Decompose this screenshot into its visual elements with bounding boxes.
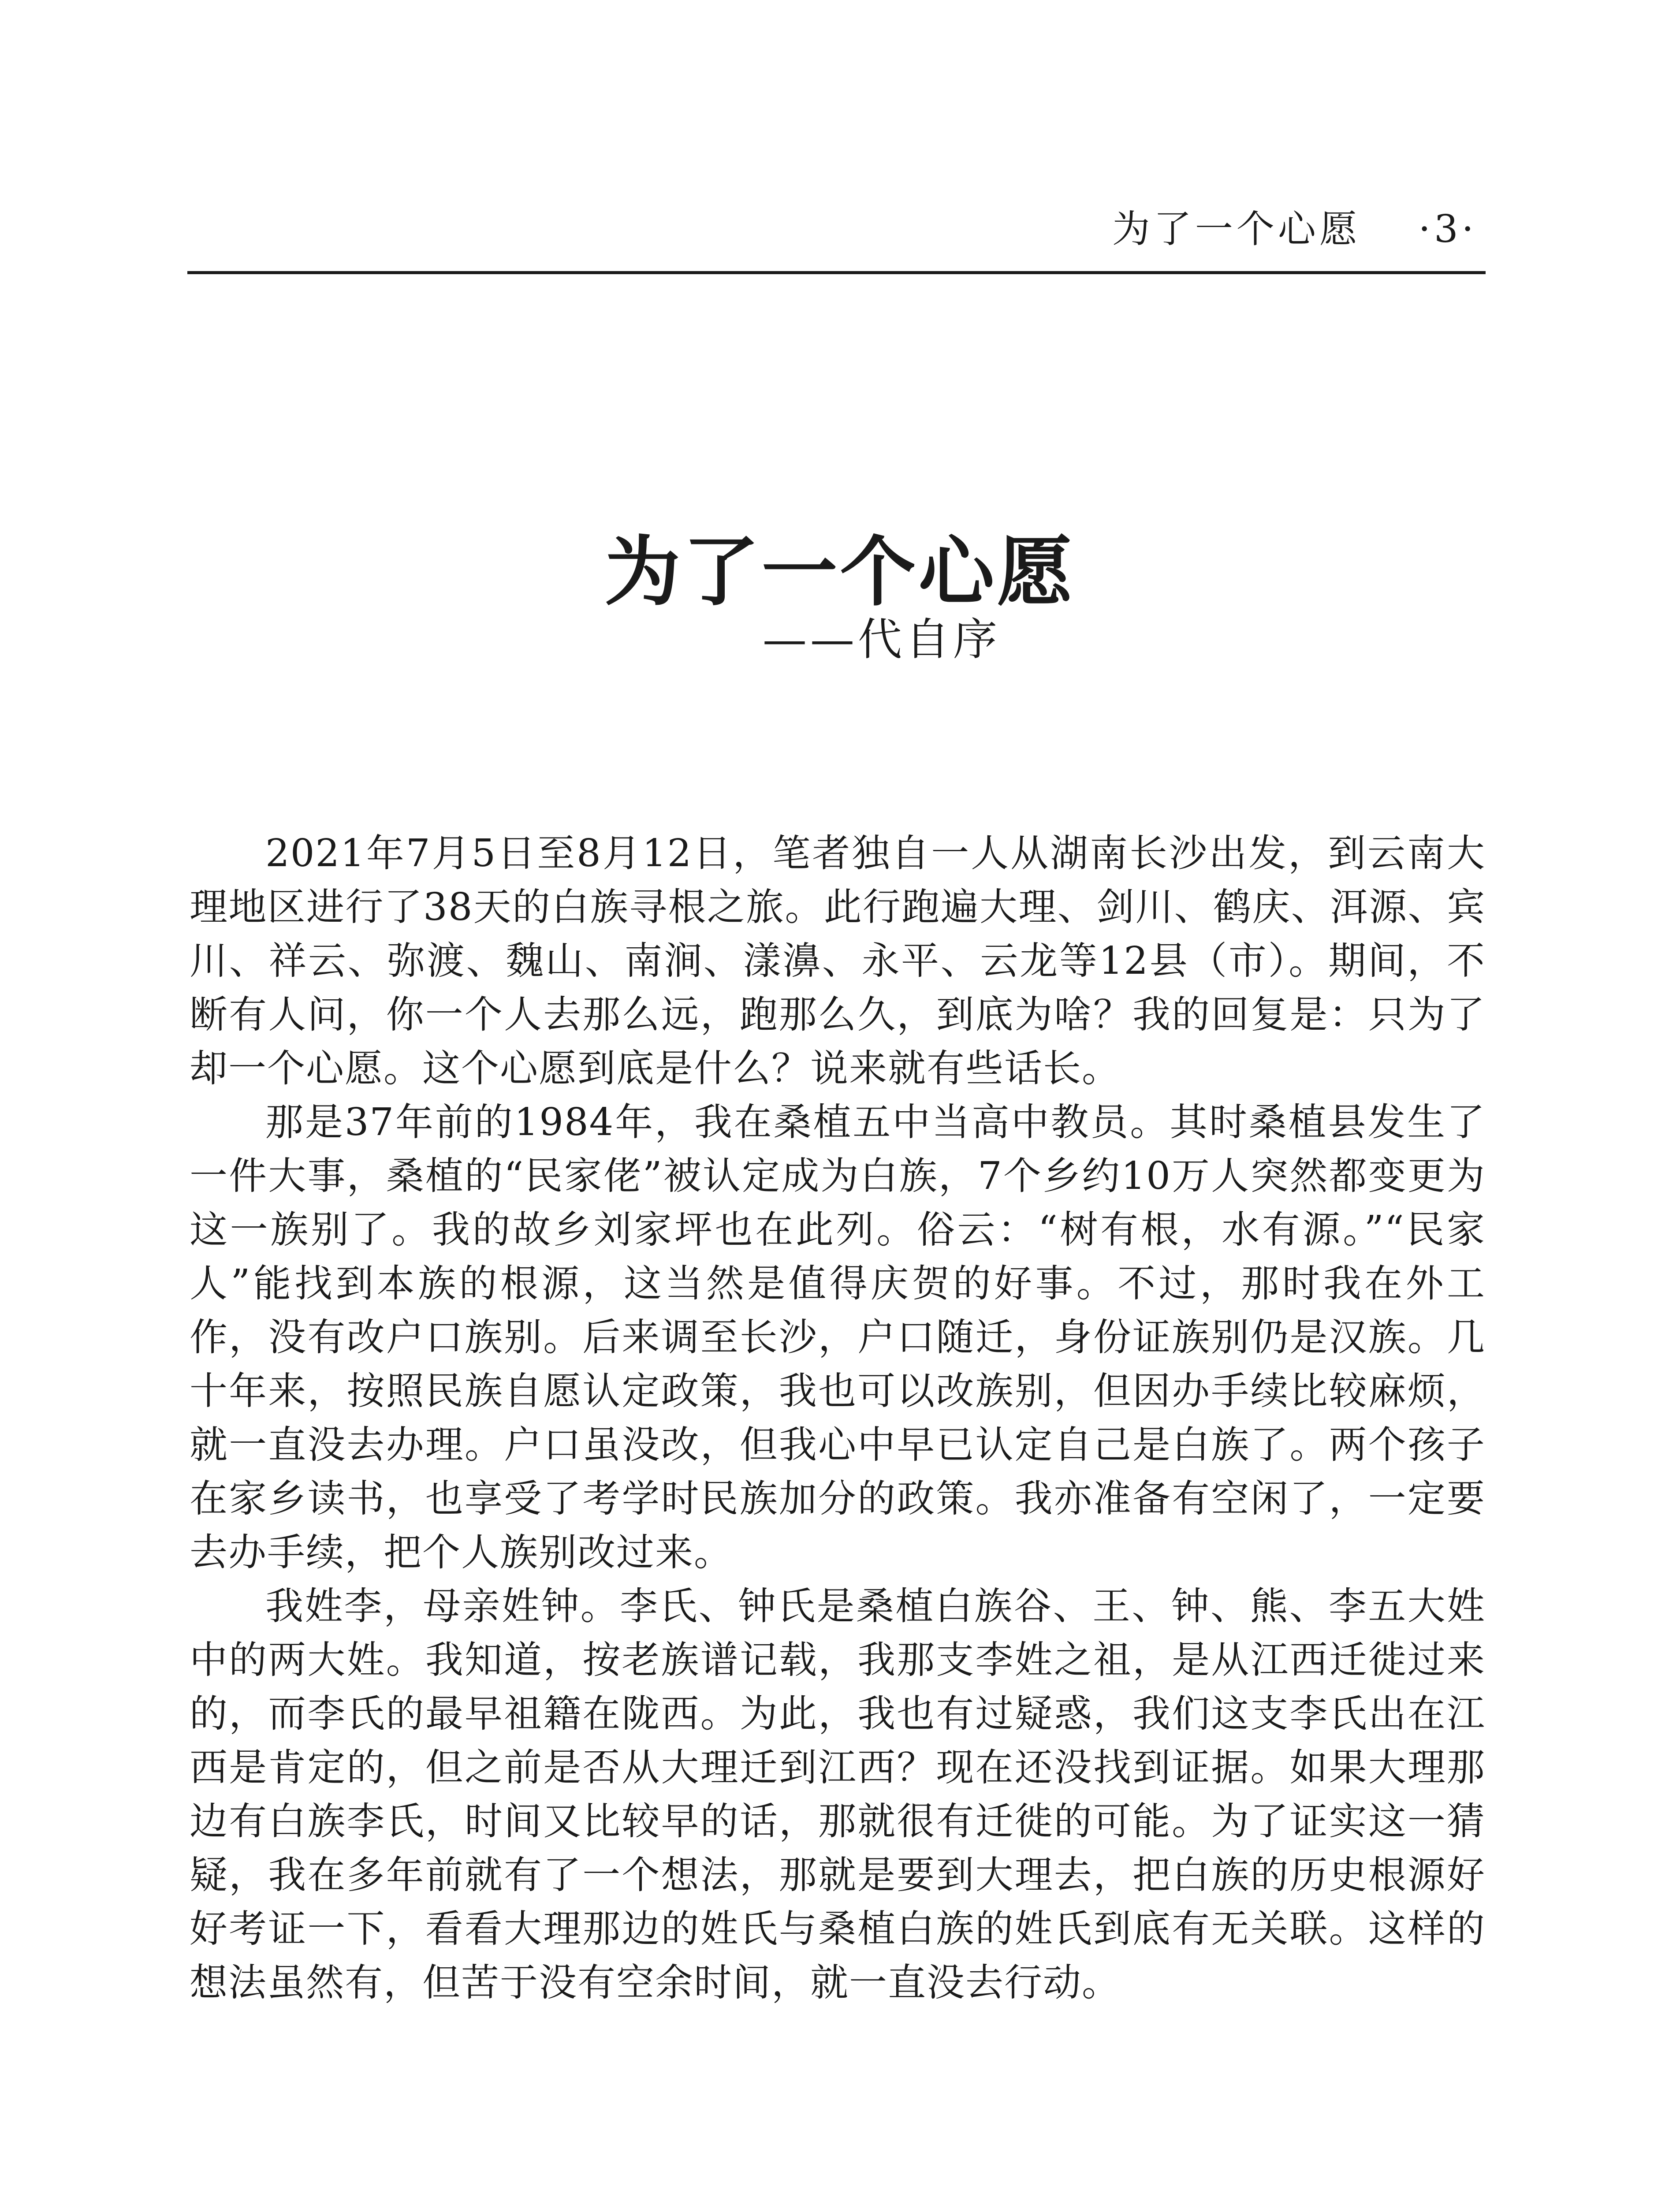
- header-rule: [187, 271, 1486, 274]
- article-subtitle: ——代自序: [763, 614, 1001, 665]
- running-title: 为了一个心愿: [1112, 207, 1361, 251]
- article-body: [190, 826, 1486, 2010]
- article-title: 为了一个心愿: [604, 527, 1076, 616]
- paragraph-2: 那是37年前的1984年，我在桑植五中当高中教员。其时桑植县发生了一件大事，桑植的“民家佬”被认定成为白族，7个乡约10万人突然都变更为这一族别了。我的故乡刘家坪也在此列。俗云：“树有根，水有源。”“民家人”能找到本族的根源，这当然是值得庆贺的好事。不过，那时我在外工作，没有改户口族别。后来调至长沙，户口随迁，身份证族别仍是汉族。几十年来，按照民族自愿认定政策，我也可以改族别，但因办手续比较麻烦，就一直没去办理。户口虽没改，但我心中早已认定自己是白族了。两个孩子在家乡读书，也享受了考学时民族加分的政策。我亦准备有空闲了，一定要去办手续，把个人族别改过来。: [190, 1100, 1486, 1575]
- paragraph-3: 我姓李，母亲姓钟。李氏、钟氏是桑植白族谷、王、钟、熊、李五大姓中的两大姓。我知道，按老族谱记载，我那支李姓之祖，是从江西迁徙过来的，而李氏的最早祖籍在陇西。为此，我也有过疑惑，我们这支李氏出在江西是肯定的，但之前是否从大理迁到江西？现在还没找到证据。如果大理那边有白族李氏，时间又比较早的话，那就很有迁徙的可能。为了证实这一猜疑，我在多年前就有了一个想法，那就是要到大理去，把白族的历史根源好好考证一下，看看大理那边的姓氏与桑植白族的姓氏到底有无关联。这样的想法虽然有，但苦于没有空余时间，就一直没去行动。: [190, 1584, 1486, 2005]
- page-number: ·3·: [1418, 207, 1477, 251]
- paragraph-1: 2021年7月5日至8月12日，笔者独自一人从湖南长沙出发，到云南大理地区进行了38天的白族寻根之旅。此行跑遍大理、剑川、鹤庆、洱源、宾川、祥云、弥渡、魏山、南涧、漾濞、永平、云龙等12县（市）。期间，不断有人问，你一个人去那么远，跑那么久，到底为啥？我的回复是：只为了却一个心愿。这个心愿到底是什么？说来就有些话长。: [190, 831, 1486, 1091]
- running-header: [1112, 198, 1477, 253]
